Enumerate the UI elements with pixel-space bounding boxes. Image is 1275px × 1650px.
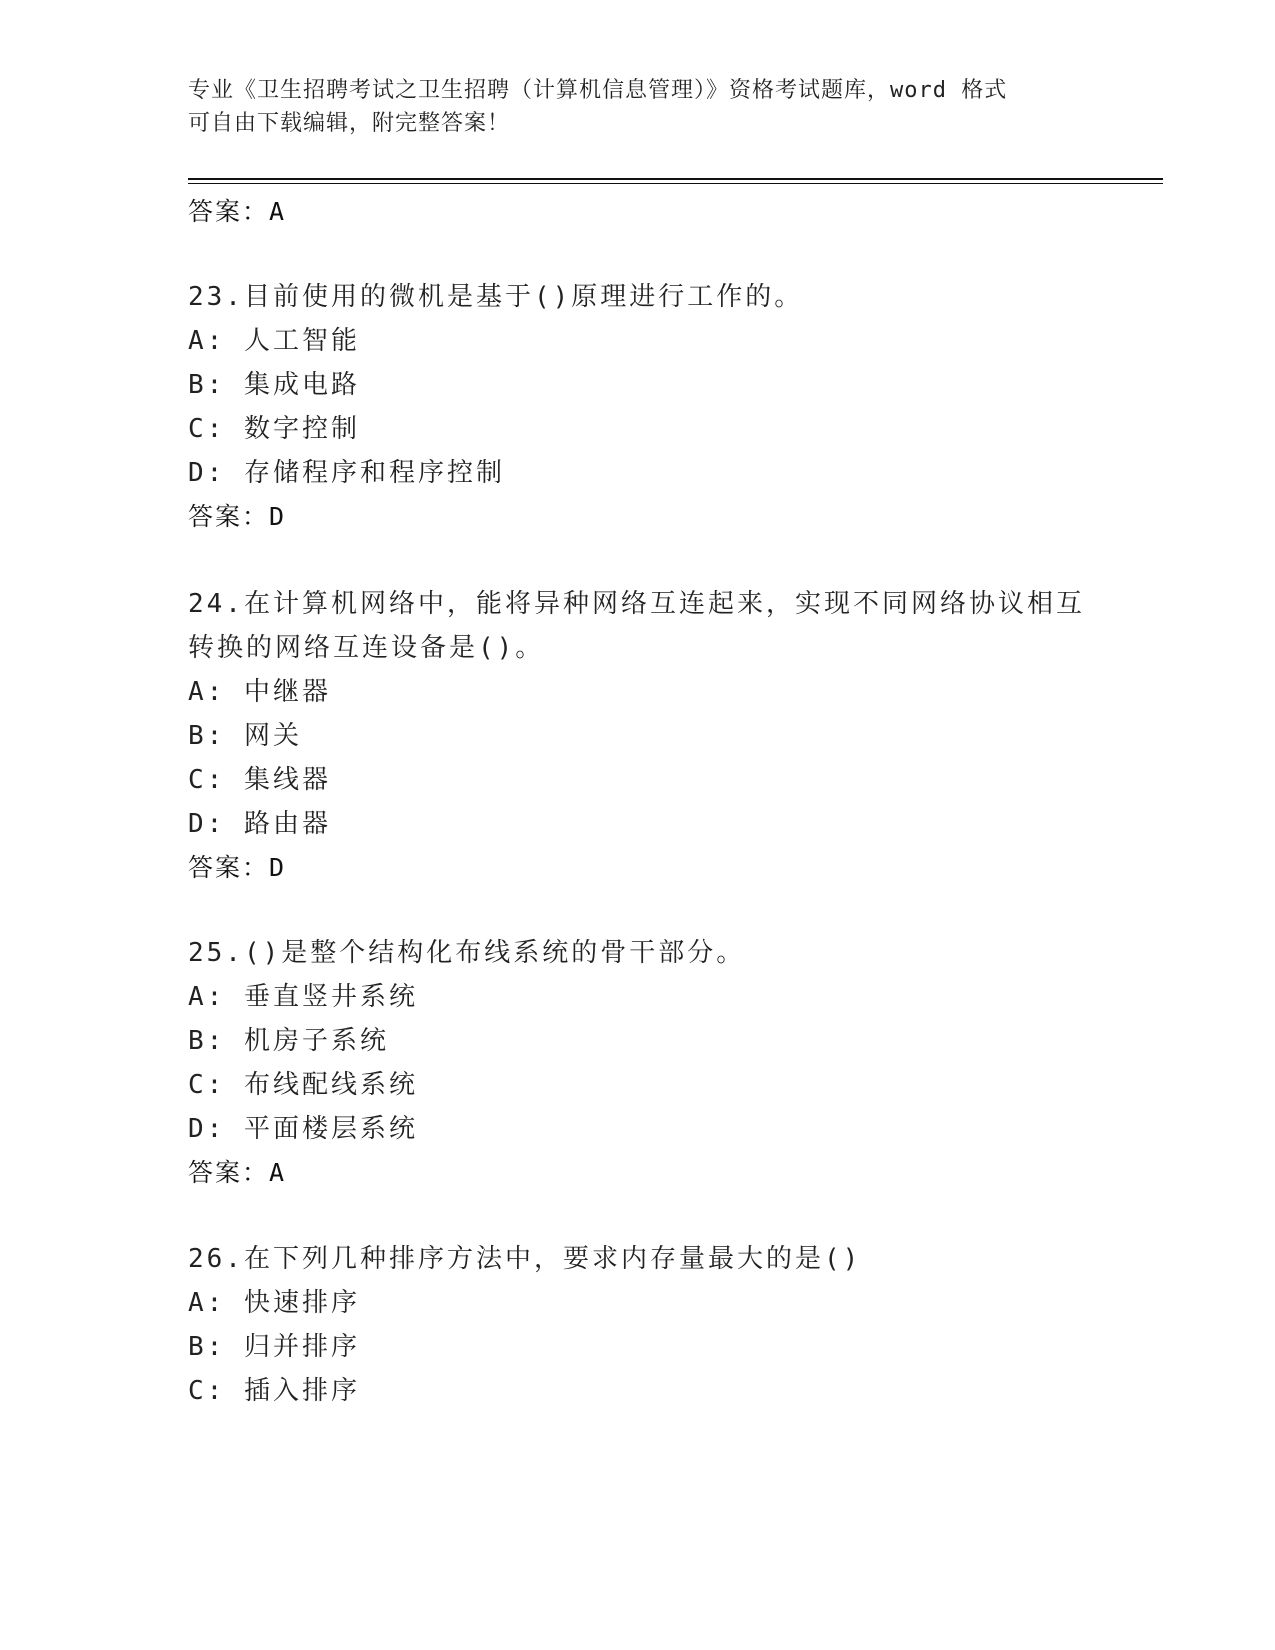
answer-label: 答案：: [188, 1158, 270, 1187]
option-c: C: 插入排序: [188, 1376, 360, 1406]
question-stem: 23.目前使用的微机是基于()原理进行工作的。: [188, 282, 804, 312]
option-b: B: 集成电路: [188, 370, 360, 400]
answer-line: [188, 848, 286, 884]
answer-label: 答案：: [188, 197, 270, 226]
option-c: C: 数字控制: [188, 414, 360, 444]
answer-value: A: [269, 1158, 287, 1187]
header-line-2: 可自由下载编辑，附完整答案！: [188, 111, 511, 136]
option-a: A: 快速排序: [188, 1288, 360, 1318]
header-rule-thick: [188, 178, 1163, 180]
answer-line: [188, 192, 286, 228]
answer-value: A: [269, 197, 287, 226]
option-b: B: 归并排序: [188, 1332, 360, 1362]
option-a: A: 中继器: [188, 677, 331, 707]
option-c: C: 集线器: [188, 765, 331, 795]
question-stem-continued: 转换的网络互连设备是()。: [188, 633, 545, 663]
answer-value: D: [269, 853, 287, 882]
document-header: [188, 74, 1088, 140]
header-line-1: 专业《卫生招聘考试之卫生招聘（计算机信息管理）》资格考试题库，word 格式: [188, 78, 1008, 103]
option-d: D: 存储程序和程序控制: [188, 458, 505, 488]
question-stem: 24.在计算机网络中，能将异种网络互连起来，实现不同网络协议相互: [188, 589, 1085, 619]
answer-line: [188, 497, 286, 533]
option-d: D: 平面楼层系统: [188, 1114, 418, 1144]
answer-value: D: [269, 502, 287, 531]
answer-label: 答案：: [188, 502, 270, 531]
header-rule-thin: [188, 183, 1163, 184]
option-a: A: 人工智能: [188, 326, 360, 356]
question-stem: 26.在下列几种排序方法中，要求内存量最大的是(): [188, 1244, 862, 1274]
answer-label: 答案：: [188, 853, 270, 882]
answer-line: [188, 1153, 286, 1189]
question-stem: 25.()是整个结构化布线系统的骨干部分。: [188, 938, 746, 968]
option-b: B: 网关: [188, 721, 302, 751]
option-d: D: 路由器: [188, 809, 331, 839]
option-c: C: 布线配线系统: [188, 1070, 418, 1100]
option-a: A: 垂直竖井系统: [188, 982, 418, 1012]
option-b: B: 机房子系统: [188, 1026, 389, 1056]
